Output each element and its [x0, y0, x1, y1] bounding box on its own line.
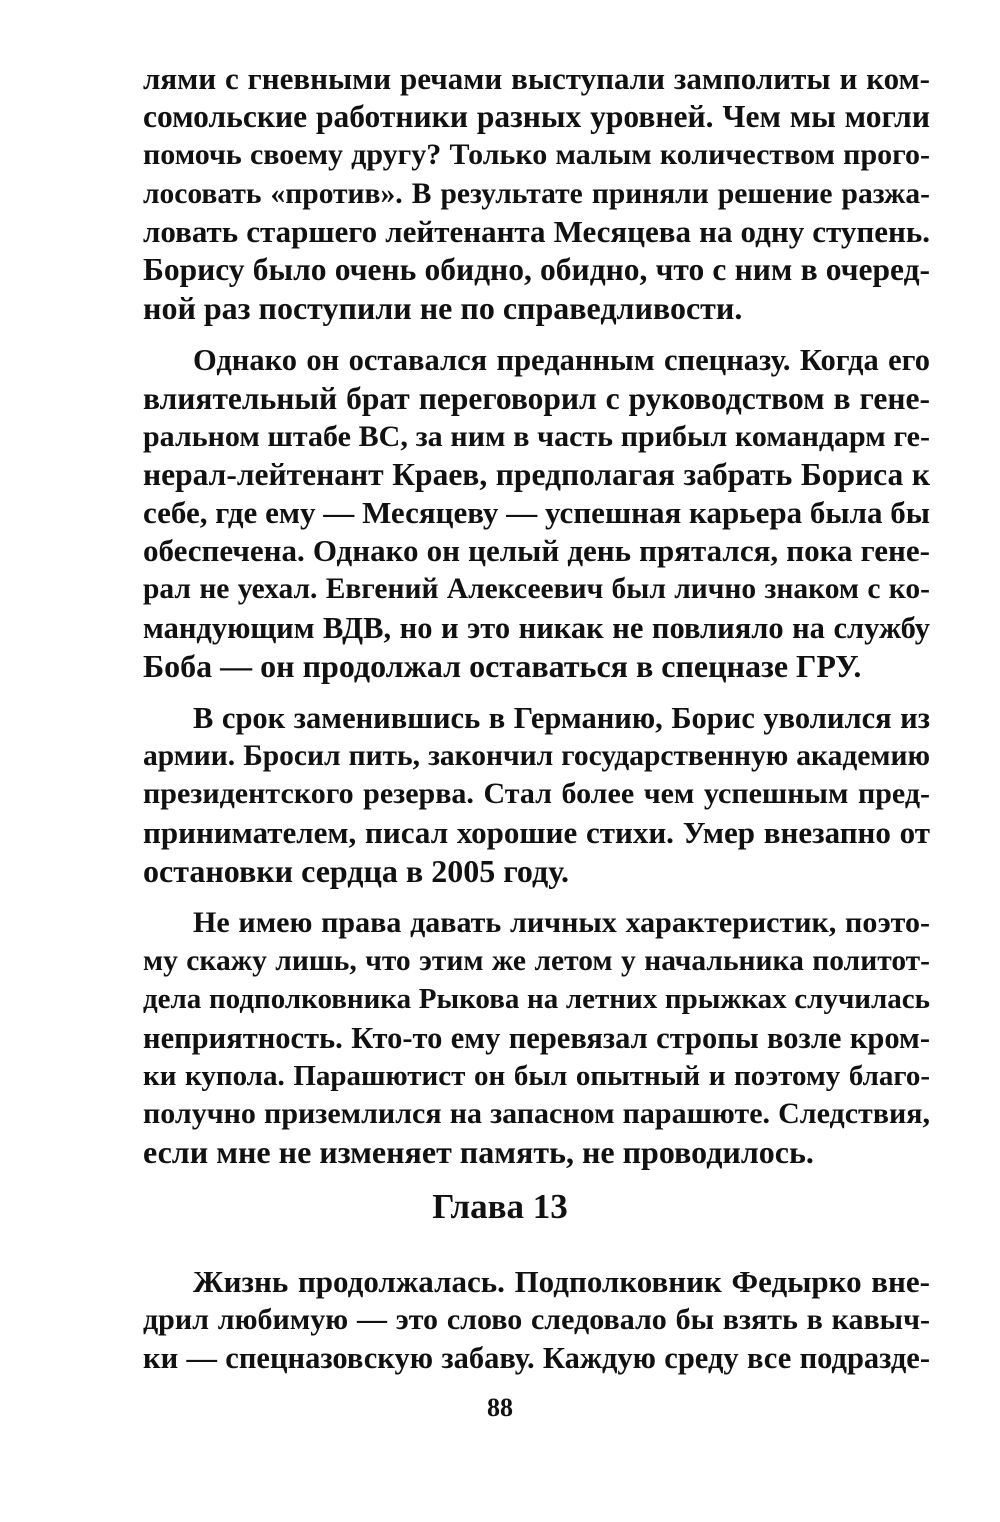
page-number: 88: [487, 1393, 513, 1422]
text-line: остановки сердца в 2005 году.: [143, 852, 569, 889]
paragraph-1: [143, 60, 930, 327]
text-line: Не имею права давать личных характеристик, поэто-: [193, 905, 930, 939]
text-line: принимателем, писал хорошие стихи. Умер внезапно от: [143, 814, 930, 850]
text-line: президентского резерва. Стал более чем успешным пред-: [143, 777, 930, 811]
text-line: ральном штабе ВС, за ним в часть прибыл командарм ге-: [143, 419, 930, 453]
text-line: Жизнь продолжалась. Подполковник Федырко вне-: [193, 1264, 930, 1299]
text-line: ной раз поступили не по справедливости.: [143, 290, 743, 327]
text-line: дела подполковника Рыкова на летних прыжках случилась: [143, 983, 930, 1016]
text-line: неприятность. Кто-то ему перевязал стропы возле кром-: [143, 1020, 930, 1055]
text-line: му скажу лишь, что этим же летом у начальника политот-: [143, 945, 930, 978]
text-line: помочь своему другу? Только малым количеством прого-: [143, 138, 930, 172]
text-line: рал не уехал. Евгений Алексеевич был лично знаком с ко-: [143, 573, 930, 606]
text-line: нерал-лейтенант Краев, предполагая забрать Бориса к: [143, 456, 930, 492]
text-line: лями с гневными речами выступали замполиты и ком-: [143, 61, 930, 96]
paragraph-3: [143, 699, 930, 890]
text-line: ки — спецназовскую забаву. Каждую среду все подразде-: [143, 1341, 930, 1376]
chapter-title: Глава 13: [432, 1187, 568, 1226]
text-line: В срок заменившись в Германию, Борис уволился из: [193, 701, 930, 735]
text-line: ловать старшего лейтенанта Месяцева на одну ступень.: [143, 213, 930, 249]
chapter-opening-paragraph: [143, 1263, 930, 1378]
text-line: обеспечена. Однако он целый день прятался, пока гене-: [143, 533, 930, 569]
text-line: если мне не изменяет память, не проводилось.: [143, 1134, 814, 1171]
text-line: лосовать «против». В результате приняли решение разжа-: [143, 177, 930, 210]
text-line: получно приземлился на запасном парашюте. Следствия,: [143, 1096, 930, 1130]
text-line: армии. Бросил пить, закончил государственную академию: [143, 740, 930, 773]
text-line: влиятельный брат переговорил с руководством в гене-: [143, 380, 930, 416]
text-line: Боба — он продолжал оставаться в спецназе ГРУ.: [143, 647, 862, 684]
text-line: дрил любимую — это слово следовало бы взять в кавыч-: [143, 1303, 930, 1337]
paragraph-2: [143, 341, 930, 685]
body-text: [143, 60, 930, 1171]
text-line: Борису было очень обидно, обидно, что с ним в очеред-: [143, 251, 930, 287]
paragraph-4: [143, 904, 930, 1171]
text-line: мандующим ВДВ, но и это никак не повлияло на службу: [143, 610, 930, 645]
text-line: себе, где ему — Месяцеву — успешная карьера была бы: [143, 495, 930, 531]
text-line: Однако он оставался преданным спецназу. Когда его: [193, 343, 930, 378]
text-line: сомольские работники разных уровней. Чем мы могли: [143, 99, 930, 135]
text-line: ки купола. Парашютист он был опытный и поэтому благо-: [143, 1059, 930, 1092]
